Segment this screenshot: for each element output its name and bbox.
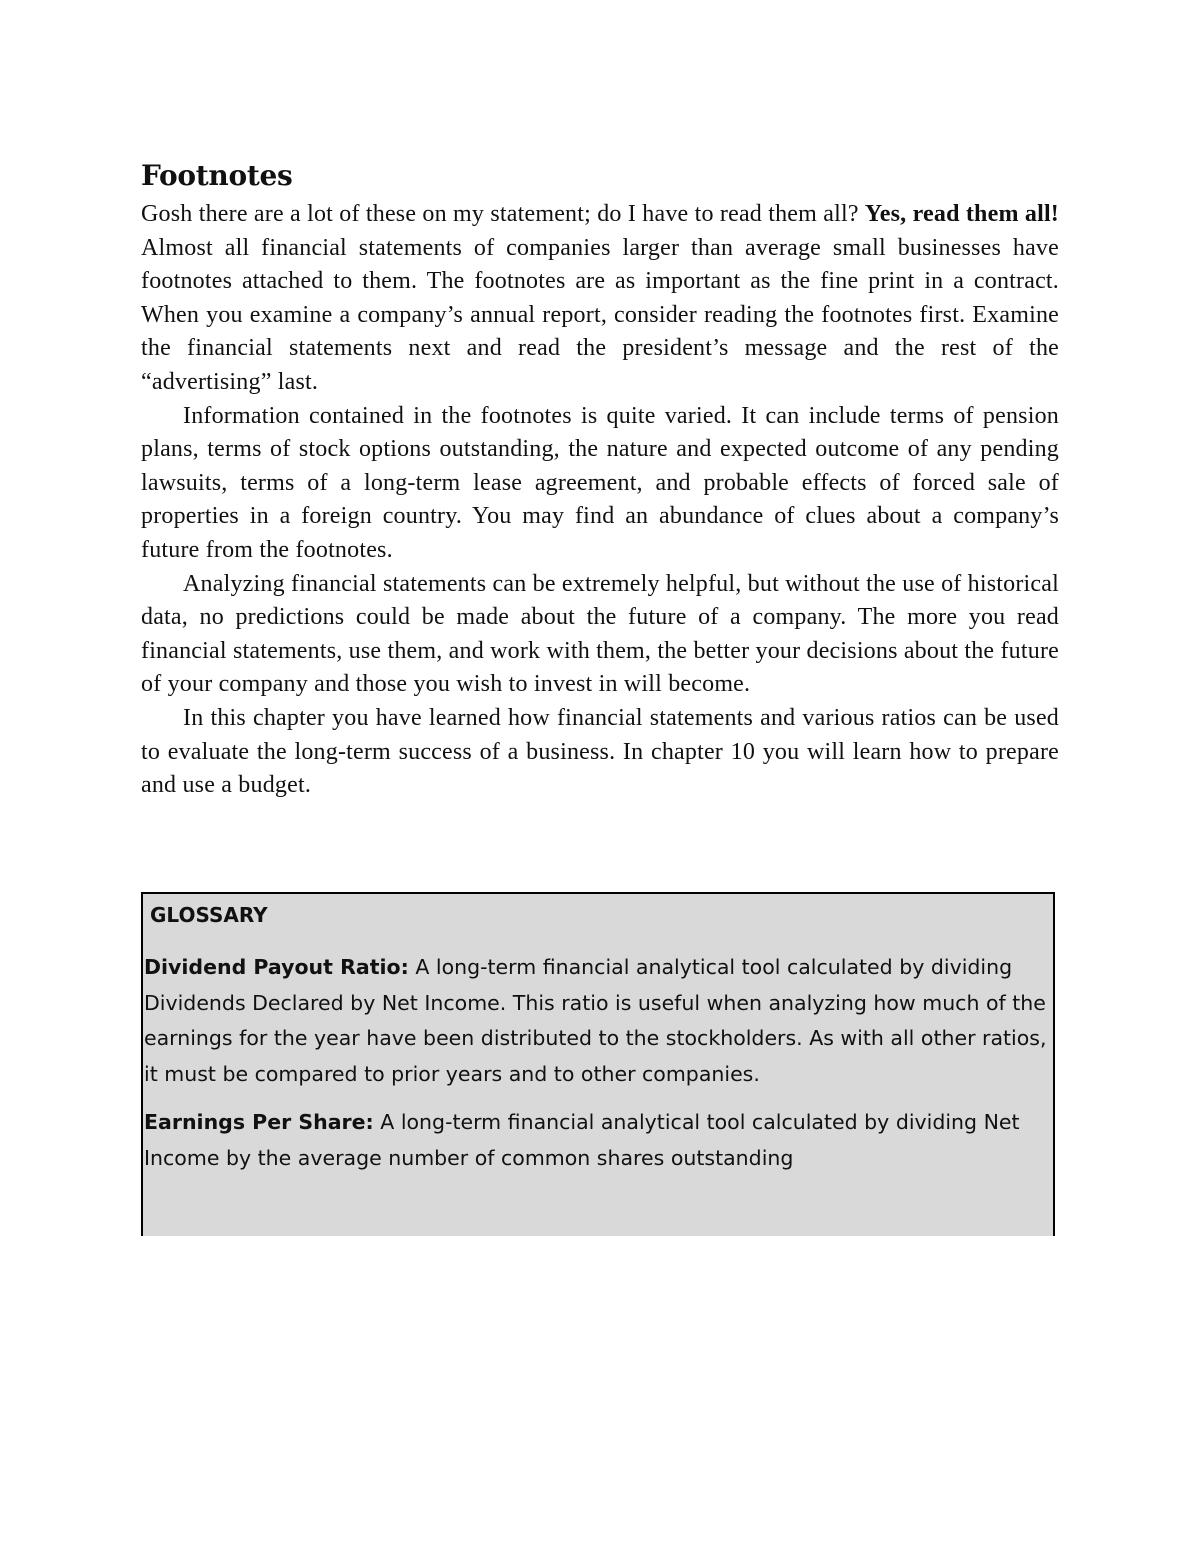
paragraph-intro-text: Gosh there are a lot of these on my statement; do I have to read them all?	[141, 201, 865, 227]
section-heading: Footnotes	[141, 159, 293, 192]
glossary-entry-earnings-per-share	[143, 1105, 1053, 1176]
glossary-term: Dividend Payout Ratio:	[144, 955, 409, 979]
glossary-definition: A long-term financial analytical tool calculated by dividing Net Income by the average number of common shares outstanding	[144, 1110, 1020, 1170]
paragraph-intro	[141, 198, 1059, 400]
glossary-entry-dividend-payout-ratio	[143, 950, 1053, 1092]
glossary-box	[141, 892, 1055, 1236]
paragraph-analysis: Analyzing financial statements can be extremely helpful, but without the use of historical data, no predictions could be made about the future of a company. The more you read financial statements, use them, and work with them, the better your decisions about the future of your company and those you wish to invest in will become.	[141, 570, 1059, 698]
glossary-definition: A long-term financial analytical tool calculated by dividing Dividends Declared by Net Income. This ratio is useful when analyzing how much of the earnings for the year have been distributed to the stockholders. As with all other ratios, it must be compared to prior years and to other companies.	[144, 955, 1047, 1086]
paragraph-intro-emphasis: Yes, read them all!	[864, 201, 1060, 227]
document-body	[141, 158, 1059, 803]
paragraph-footnote-info: Information contained in the footnotes is quite varied. It can include terms of pension plans, terms of stock options outstanding, the nature and expected outcome of any pending lawsuits, terms of a long-term lease agreement, and probable effects of forced sale of properties in a foreign country. You may find an abundance of clues about a company’s future from the footnotes.	[141, 402, 1059, 563]
glossary-title: GLOSSARY	[150, 903, 268, 927]
paragraph-intro-continuation: Almost all financial statements of companies larger than average small businesses have footnotes attached to them. The footnotes are as important as the fine print in a contract. When you examine a company’s annual report, consider reading the footnotes first. Examine the financial statements next and read the president’s message and the rest of the “advertising” last.	[141, 234, 1059, 395]
glossary-term: Earnings Per Share:	[144, 1110, 374, 1134]
paragraph-chapter-summary: In this chapter you have learned how financial statements and various ratios can be used to evaluate the long-term success of a business. In chapter 10 you will learn how to prepare and use a budget.	[141, 704, 1059, 799]
